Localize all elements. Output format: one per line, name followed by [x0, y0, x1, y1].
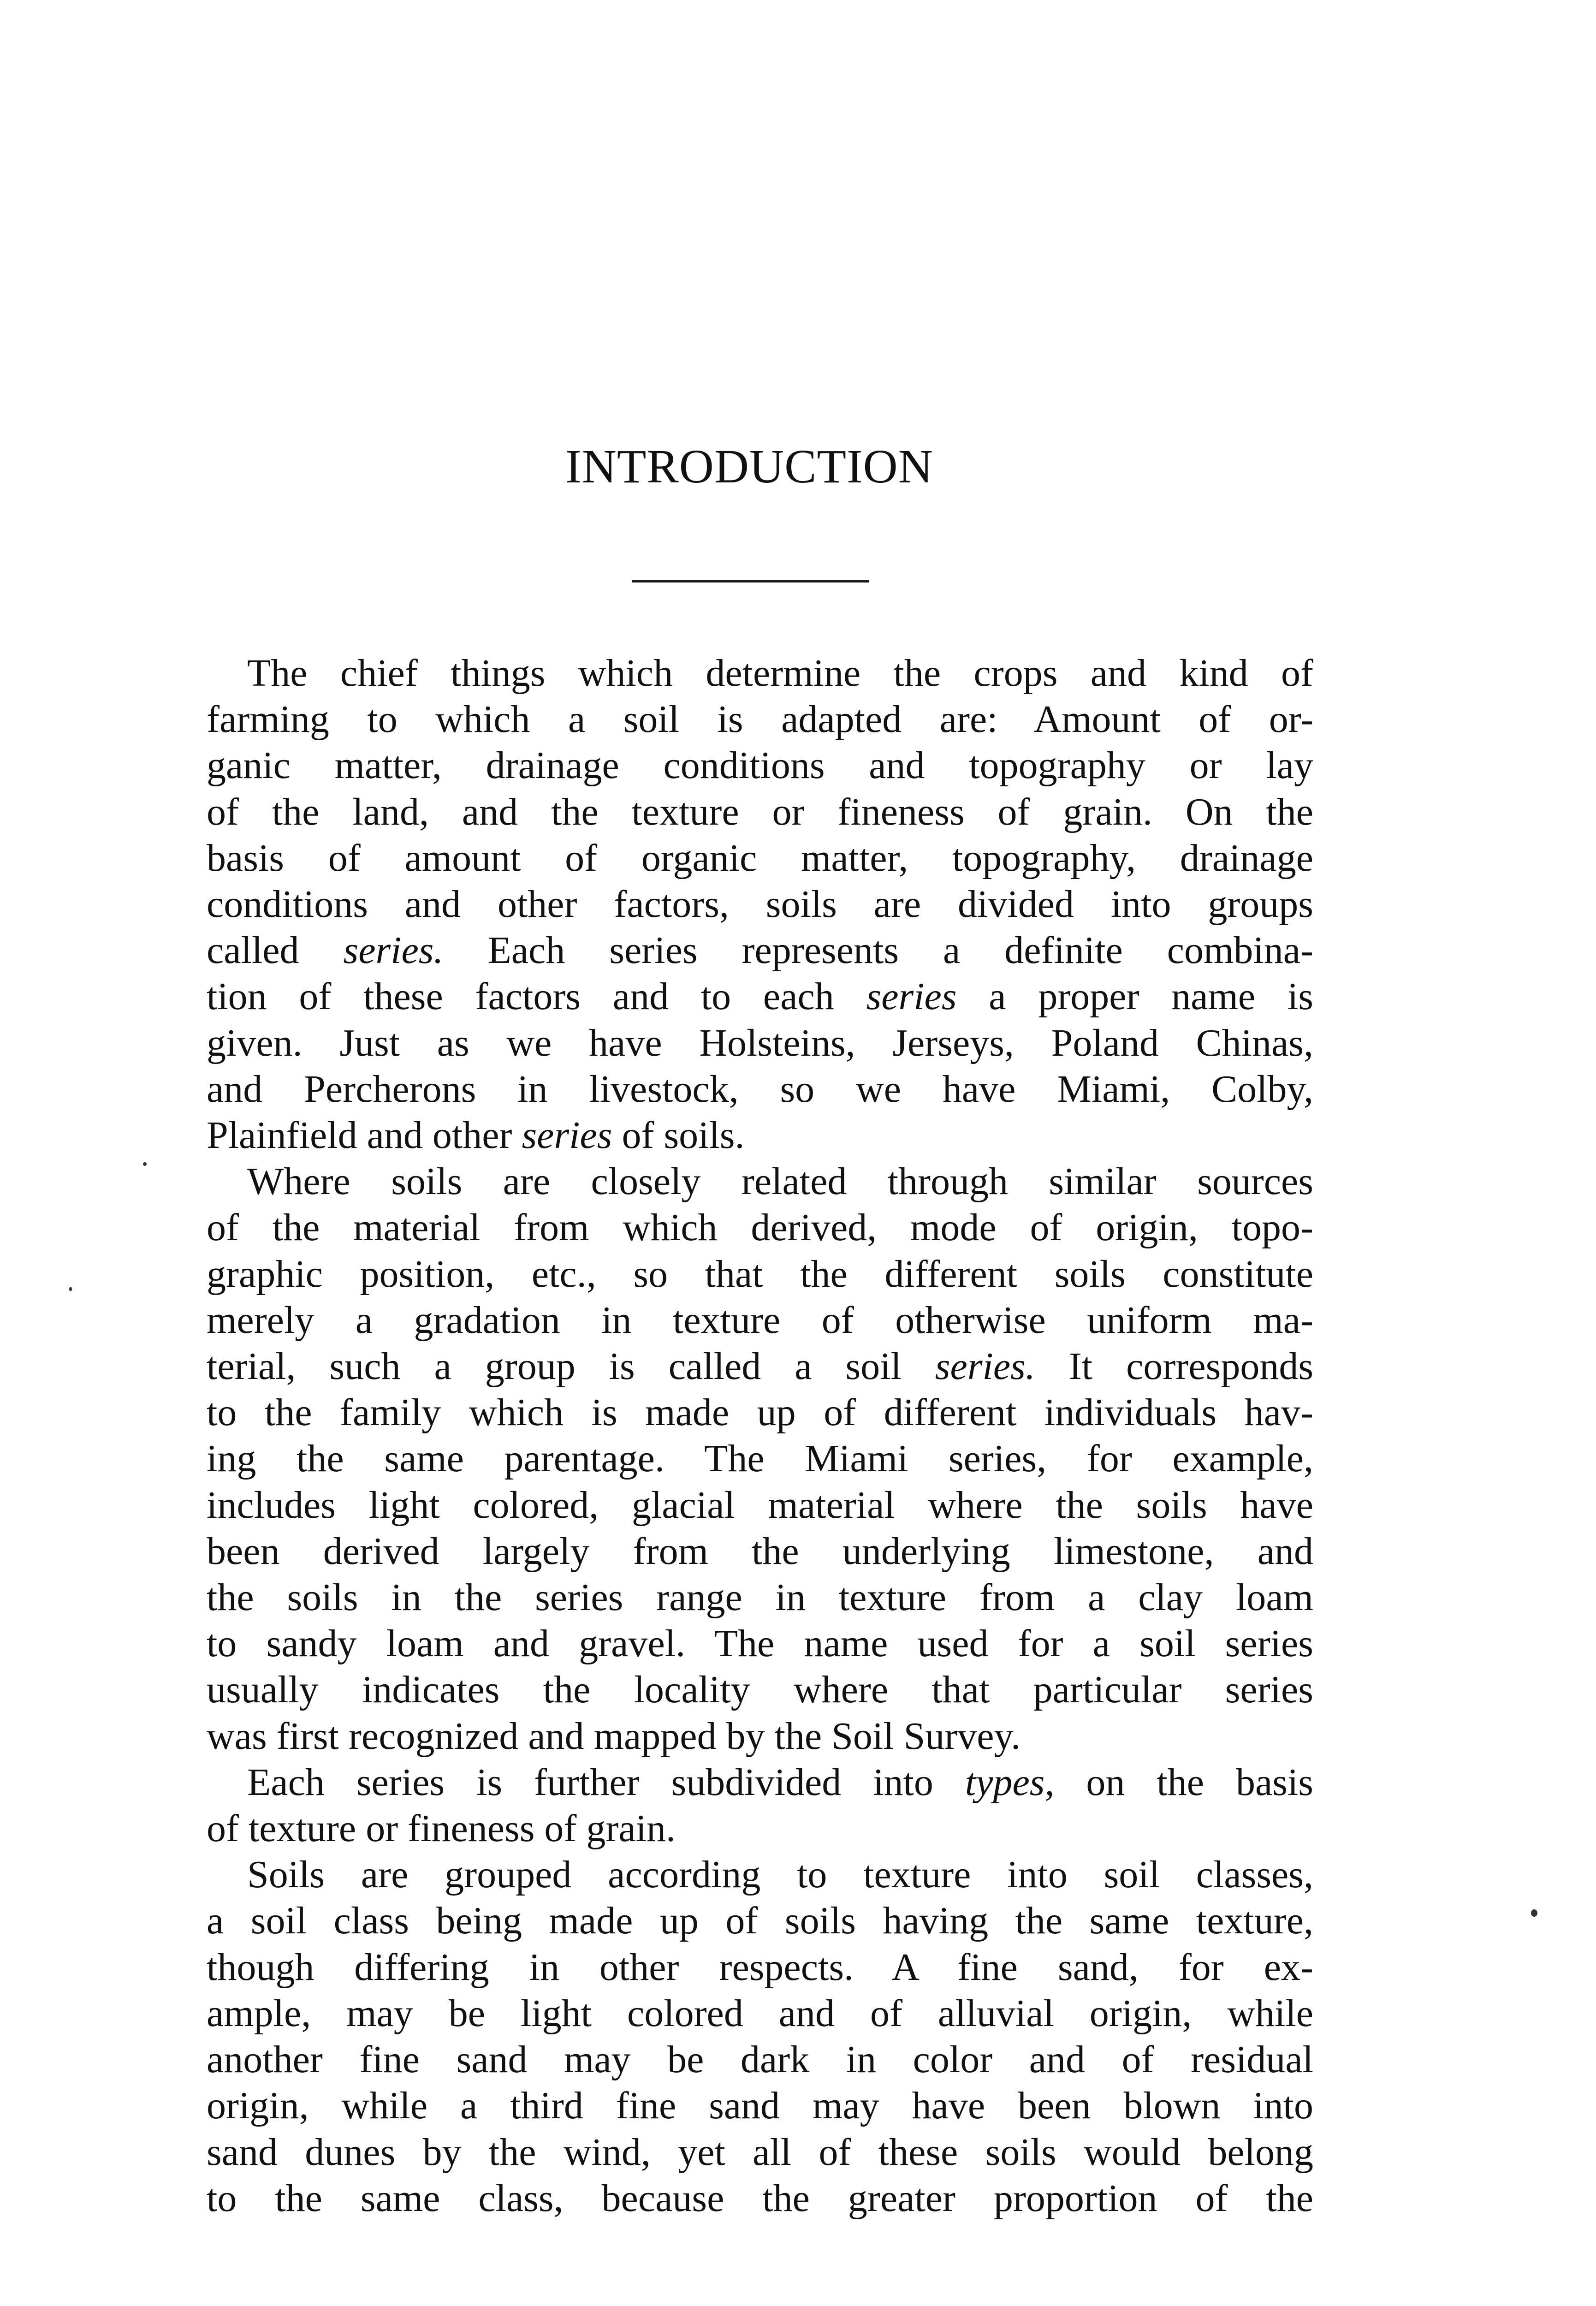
text-run: the soils in the series range in texture from a clay loam	[207, 1576, 1313, 1619]
text-line	[207, 1621, 1313, 1667]
text-run: Soils are grouped according to texture into soil classes,	[247, 1853, 1313, 1896]
text-line	[207, 1297, 1313, 1343]
text-run: to the family which is made up of different individuals hav-	[207, 1391, 1313, 1434]
text-run: Where soils are closely related through similar sources	[247, 1160, 1313, 1203]
text-run: Each series represents a definite combina-	[443, 929, 1313, 972]
text-line	[207, 1112, 1313, 1159]
text-run: of the land, and the texture or fineness of grain. On the	[207, 790, 1313, 833]
text-line	[207, 1852, 1313, 1898]
text-line	[207, 2037, 1313, 2083]
text-line	[207, 1898, 1313, 1944]
text-run: was first recognized and mapped by the Soil Survey.	[207, 1714, 1021, 1758]
text-run: though differing in other respects. A fine sand, for ex-	[207, 1945, 1313, 1989]
text-line	[207, 1759, 1313, 1806]
text-run: farming to which a soil is adapted are: Amount of or-	[207, 698, 1313, 741]
text-run: Each series is further subdivided into	[247, 1760, 965, 1804]
text-run: merely a gradation in texture of otherwise uniform ma-	[207, 1298, 1313, 1342]
text-line	[207, 1575, 1313, 1621]
text-line	[207, 1020, 1313, 1066]
text-run: ample, may be light colored and of alluvial origin, while	[207, 1991, 1313, 2035]
text-run: ing the same parentage. The Miami series, for example,	[207, 1437, 1313, 1480]
text-line	[207, 2129, 1313, 2175]
title-rule	[632, 580, 869, 582]
text-run: ganic matter, drainage conditions and topography or lay	[207, 744, 1313, 787]
text-run: usually indicates the locality where that particular series	[207, 1668, 1313, 1712]
text-line	[207, 743, 1313, 789]
text-line	[207, 1482, 1313, 1528]
print-speck	[143, 1162, 147, 1166]
text-line	[207, 1944, 1313, 1991]
text-run: been derived largely from the underlying limestone, and	[207, 1529, 1313, 1573]
text-line	[207, 835, 1313, 881]
text-run: terial, such a group is called a soil	[207, 1345, 935, 1388]
text-run: called	[207, 929, 344, 972]
text-run: on the basis	[1054, 1760, 1313, 1804]
print-speck	[1531, 1909, 1537, 1917]
text-run: a proper name is	[956, 975, 1313, 1018]
text-run: graphic position, etc., so that the different soils constitute	[207, 1252, 1313, 1296]
text-run: tion of these factors and to each	[207, 975, 866, 1018]
text-run: given. Just as we have Holsteins, Jerseys, Poland Chinas,	[207, 1021, 1313, 1064]
italic-term: types,	[965, 1760, 1055, 1804]
text-run: conditions and other factors, soils are divided into groups	[207, 883, 1313, 926]
text-run: The chief things which determine the crops and kind of	[247, 652, 1313, 695]
text-run: to sandy loam and gravel. The name used for a soil series	[207, 1622, 1313, 1665]
text-line	[207, 650, 1313, 696]
text-run: sand dunes by the wind, yet all of these soils would belong	[207, 2130, 1313, 2174]
text-run: of texture or fineness of grain.	[207, 1807, 676, 1850]
text-line	[207, 974, 1313, 1020]
text-run: of the material from which derived, mode of origin, topo-	[207, 1206, 1313, 1249]
body-text	[207, 650, 1313, 2222]
text-run: of soils.	[612, 1114, 745, 1157]
text-run: another fine sand may be dark in color and of residual	[207, 2038, 1313, 2081]
text-run: a soil class being made up of soils having the same texture,	[207, 1899, 1313, 1943]
text-run: to the same class, because the greater proportion of the	[207, 2176, 1313, 2220]
text-line	[207, 1667, 1313, 1713]
text-line	[207, 696, 1313, 743]
text-line	[207, 2175, 1313, 2222]
text-line	[207, 1390, 1313, 1436]
text-line	[207, 1251, 1313, 1297]
text-line	[207, 2083, 1313, 2129]
text-line	[207, 1436, 1313, 1482]
text-run: includes light colored, glacial material where the soils have	[207, 1483, 1313, 1527]
text-line	[207, 1806, 1313, 1852]
text-run: basis of amount of organic matter, topography, drainage	[207, 836, 1313, 880]
italic-term: series	[522, 1114, 612, 1157]
text-run: origin, while a third fine sand may have been blown into	[207, 2084, 1313, 2128]
italic-term: series.	[935, 1345, 1035, 1388]
text-line	[207, 789, 1313, 835]
text-line	[207, 1713, 1313, 1759]
text-line	[207, 1991, 1313, 2037]
text-run: and Percherons in livestock, so we have Miami, Colby,	[207, 1067, 1313, 1111]
text-line	[207, 1159, 1313, 1205]
text-line	[207, 927, 1313, 974]
text-line	[207, 1066, 1313, 1112]
italic-term: series.	[343, 929, 444, 972]
print-speck	[69, 1287, 72, 1291]
page-title: INTRODUCTION	[565, 440, 933, 493]
text-line	[207, 1528, 1313, 1575]
text-run: Plainfield and other	[207, 1114, 522, 1157]
italic-term: series	[866, 975, 957, 1018]
text-line	[207, 1343, 1313, 1390]
text-line	[207, 881, 1313, 927]
text-line	[207, 1205, 1313, 1251]
text-run: It corresponds	[1035, 1345, 1314, 1388]
